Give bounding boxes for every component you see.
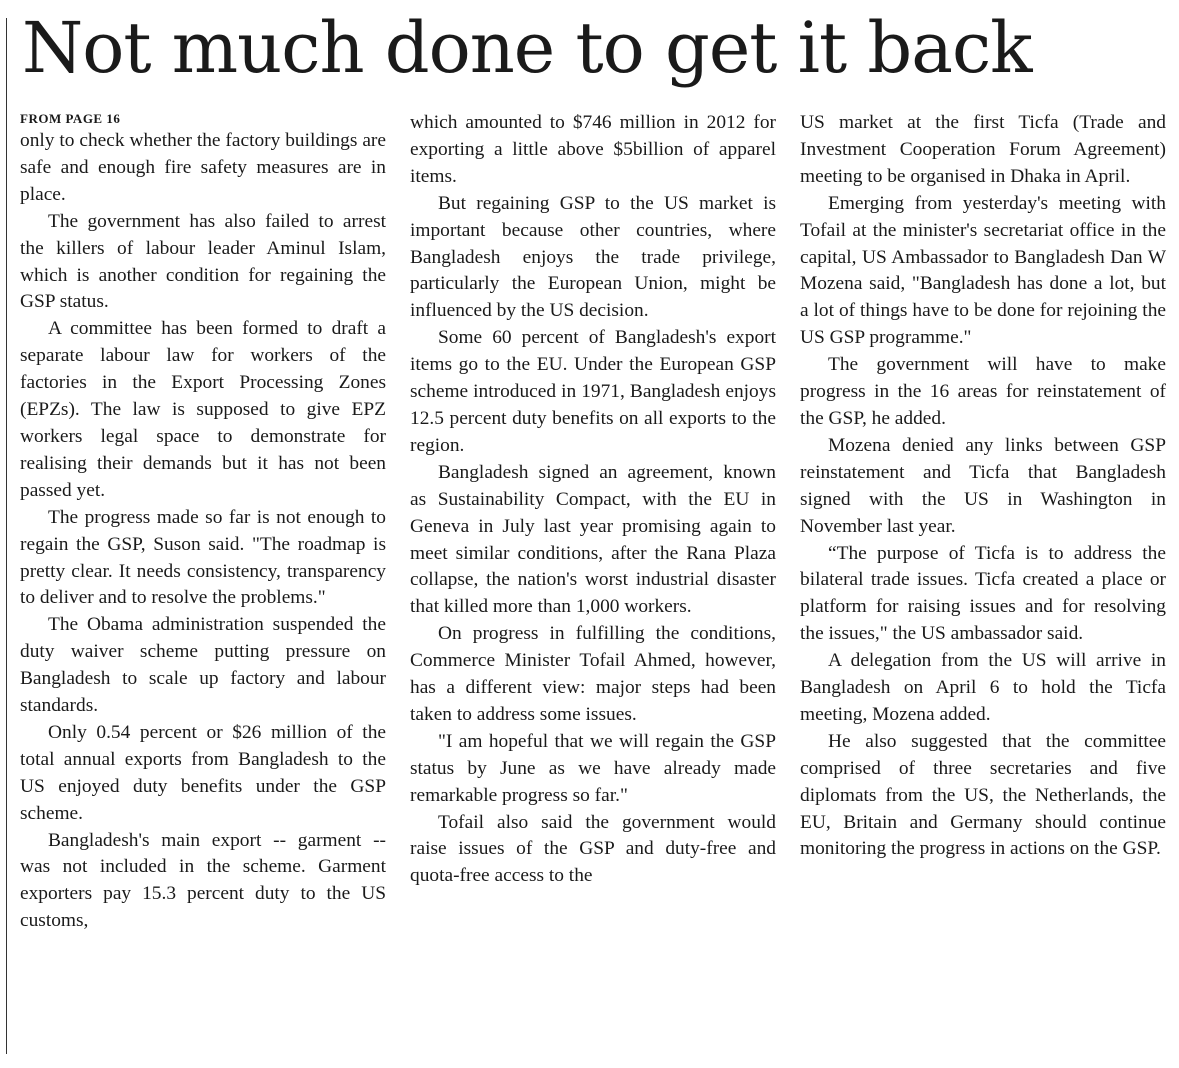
headline: Not much done to get it back: [22, 7, 1032, 89]
paragraph: A delegation from the US will arrive in Bangladesh on April 6 to hold the Ticfa meeting, Mozena added.: [800, 650, 1166, 725]
paragraph: Only 0.54 percent or $26 million of the total annual exports from Bangladesh to the US enjoyed duty benefits under the GSP scheme.: [20, 721, 386, 824]
paragraph: Tofail also said the government would raise issues of the GSP and duty-free and quota-free access to the: [410, 811, 776, 887]
paragraph: The progress made so far is not enough to regain the GSP, Suson said. "The roadmap is pretty clear. It needs consistency, transparency to deliver and to resolve the problems.": [20, 506, 386, 609]
paragraph: Some 60 percent of Bangladesh's export items go to the EU. Under the European GSP scheme introduced in 1971, Bangladesh enjoys 12.5 percent duty benefits on all exports to the region.: [410, 327, 776, 456]
paragraph: He also suggested that the committee comprised of three secretaries and five diplomats from the US, the Netherlands, the EU, Britain and Germany should continue monitoring the progress in actions on the GSP.: [800, 730, 1166, 860]
paragraph: The government will have to make progress in the 16 areas for reinstatement of the GSP, he added.: [800, 354, 1166, 429]
paragraph: The Obama administration suspended the duty waiver scheme putting pressure on Bangladesh to scale up factory and labour standards.: [20, 614, 386, 717]
paragraph: The government has also failed to arrest the killers of labour leader Aminul Islam, which is another condition for regaining the GSP status.: [20, 210, 386, 313]
paragraph: Bangladesh's main export -- garment -- was not included in the scheme. Garment exporters pay 15.3 percent duty to the US customs,: [20, 829, 386, 932]
paragraph: Bangladesh signed an agreement, known as Sustainability Compact, with the EU in Geneva in July last year promising again to meet similar conditions, after the Rana Plaza collapse, the nation's worst industrial disaster that killed more than 1,000 workers.: [410, 461, 776, 618]
paragraph: A committee has been formed to draft a separate labour law for workers of the factories in the Export Processing Zones (EPZs). The law is supposed to give EPZ workers legal space to demonstrate for realising their demands but it has not been passed yet.: [20, 318, 386, 501]
paragraph: Mozena denied any links between GSP reinstatement and Ticfa that Bangladesh signed with the US in Washington in November last year.: [800, 434, 1166, 537]
paragraph: But regaining GSP to the US market is important because other countries, where Bangladesh enjoys the trade privilege, particularly the European Union, might be influenced by the US decision.: [410, 192, 776, 322]
column-rule: [6, 18, 7, 1054]
paragraph: On progress in fulfilling the conditions, Commerce Minister Tofail Ahmed, however, has a different view: major steps had been taken to address some issues.: [410, 623, 776, 725]
article-column-2: [410, 110, 776, 890]
article-column-1: [20, 110, 386, 935]
paragraph: Emerging from yesterday's meeting with Tofail at the minister's secretariat office in the capital, US Ambassador to Bangladesh Dan W Mozena said, "Bangladesh has done a lot, but a lot of things have to be done for rejoining the US GSP programme.": [800, 192, 1166, 349]
paragraph: "I am hopeful that we will regain the GSP status by June as we have already made remarkable progress so far.": [410, 730, 776, 806]
paragraph: “The purpose of Ticfa is to address the bilateral trade issues. Ticfa created a place or platform for raising issues and for resolving the issues," the US ambassador said.: [800, 542, 1166, 645]
paragraph: which amounted to $746 million in 2012 for exporting a little above $5billion of apparel items.: [410, 112, 776, 187]
paragraph: only to check whether the factory buildings are safe and enough fire safety measures are in place.: [20, 130, 386, 205]
article-column-3: [800, 110, 1166, 863]
paragraph: US market at the first Ticfa (Trade and Investment Cooperation Forum Agreement) meeting to be organised in Dhaka in April.: [800, 112, 1166, 187]
jump-line: FROM PAGE 16: [20, 111, 121, 126]
